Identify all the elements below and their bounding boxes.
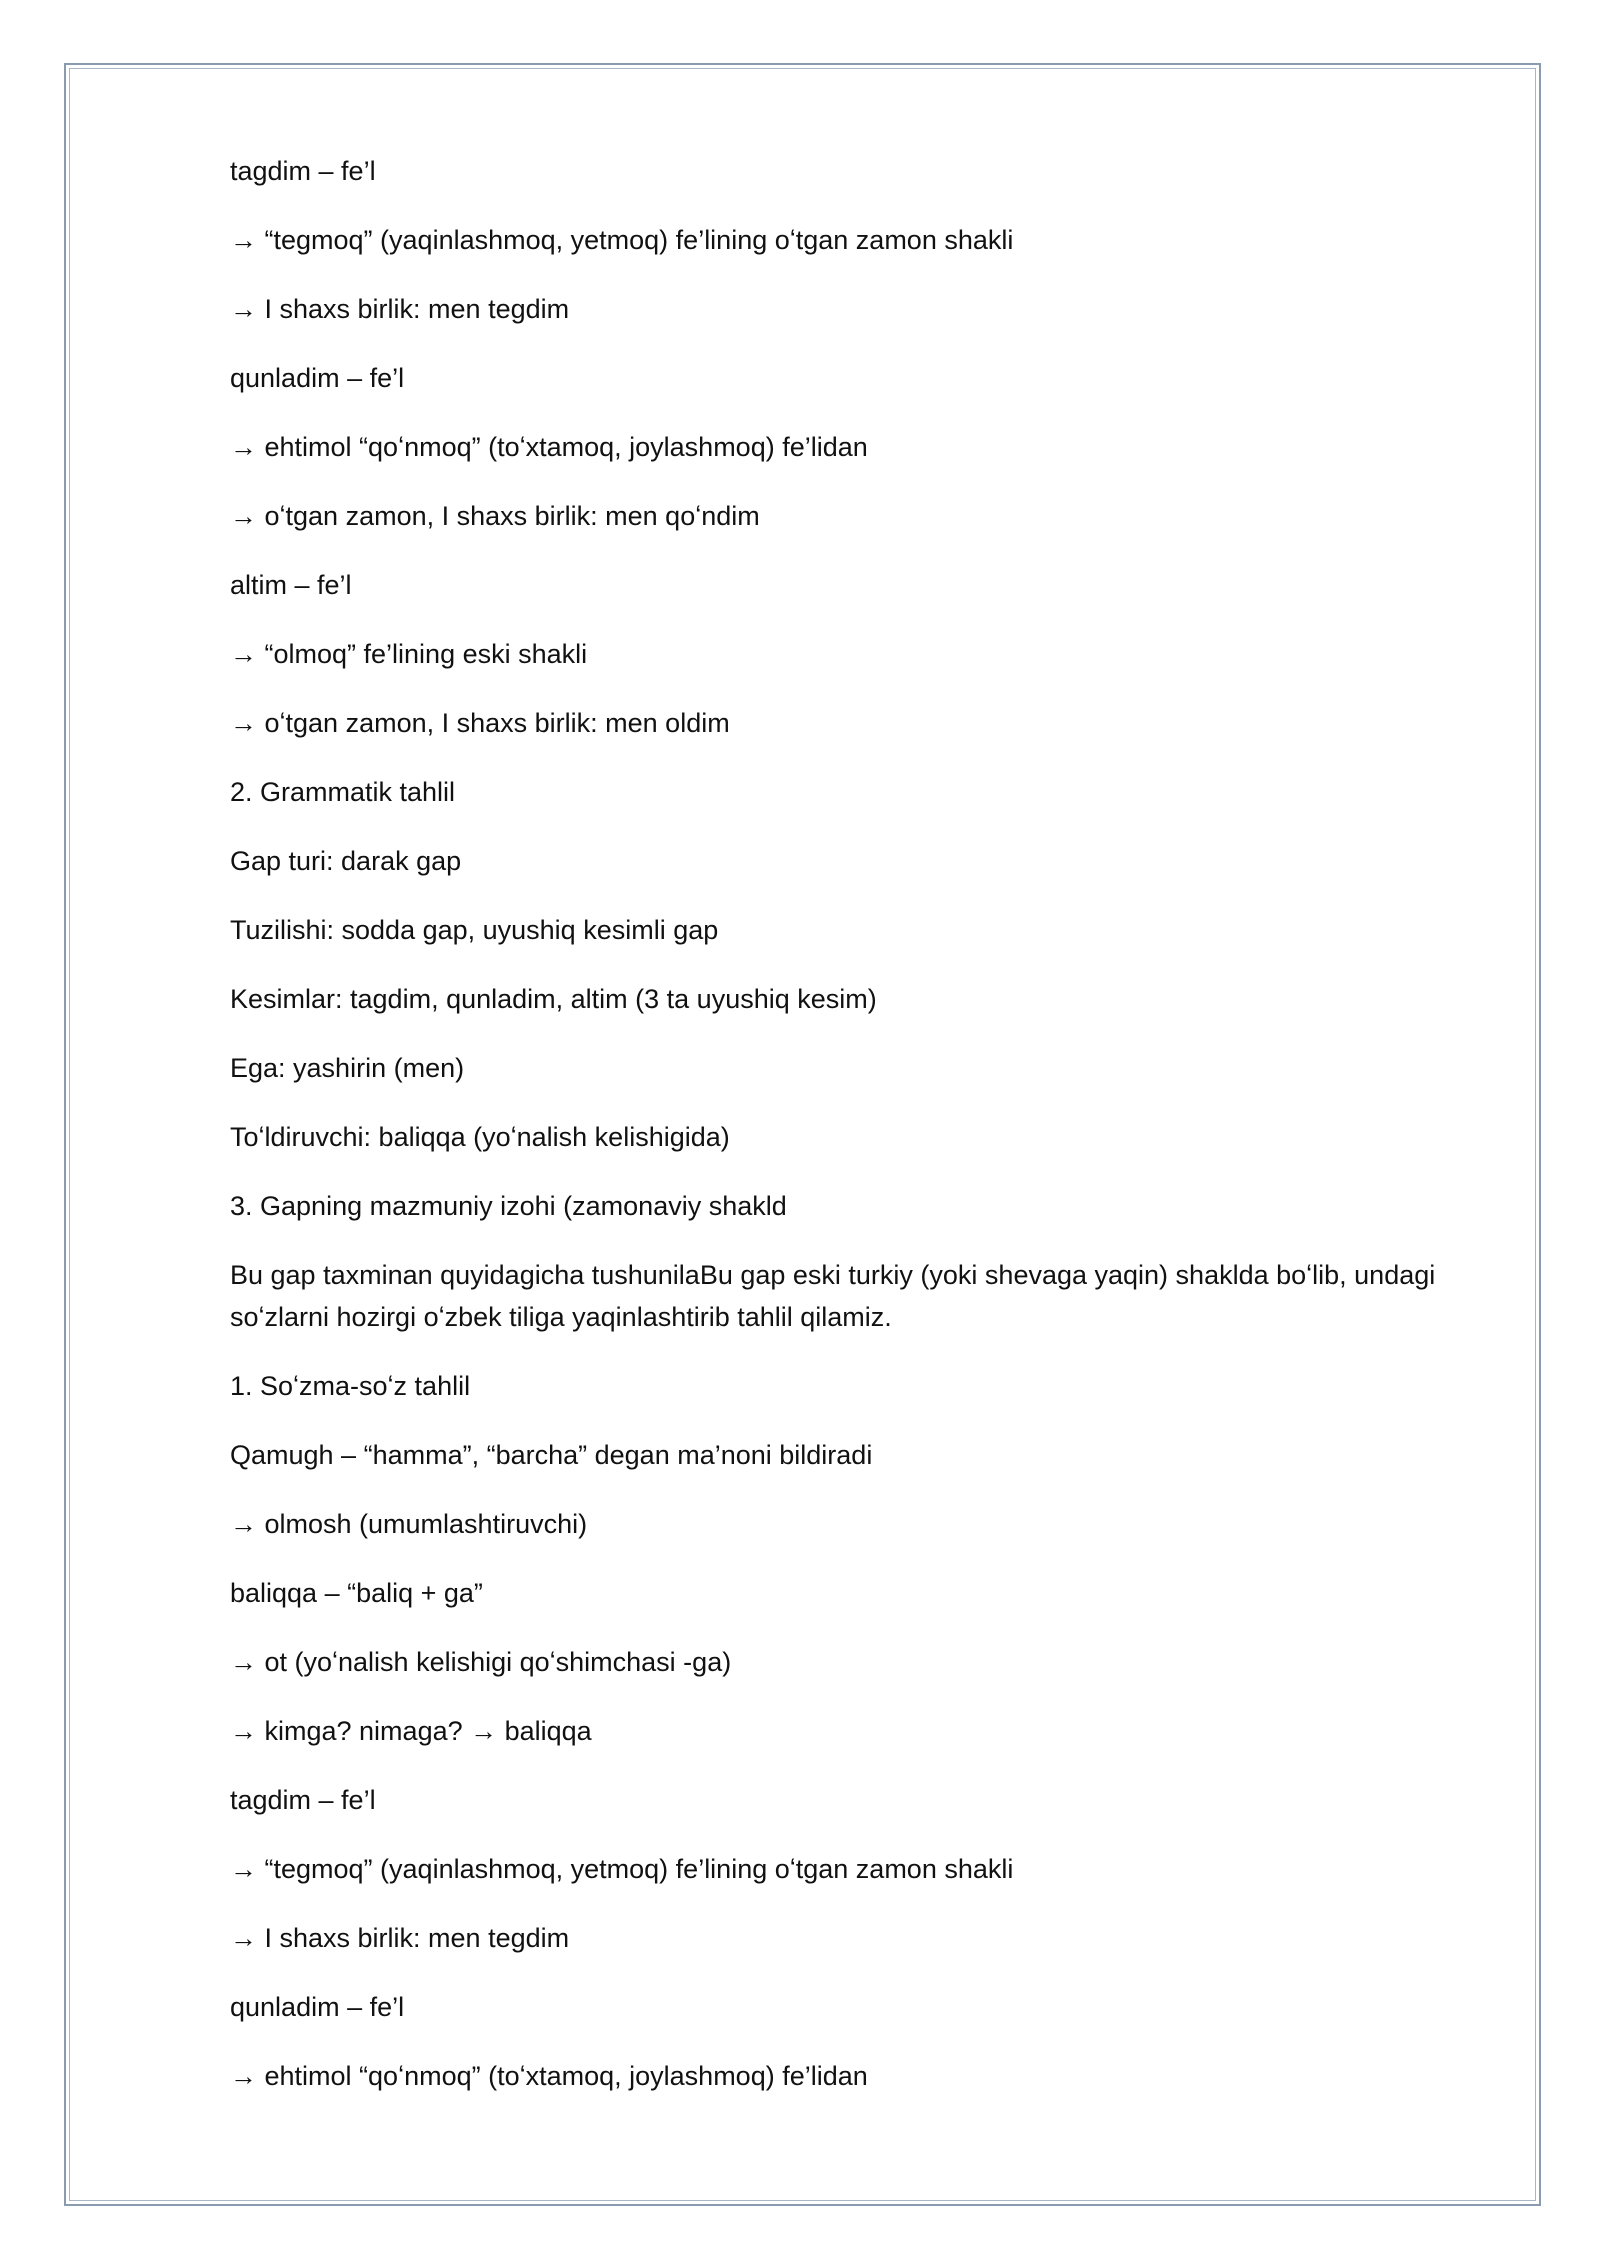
text-line: altim – fe’l	[230, 570, 352, 600]
section-heading: 2. Grammatik tahlil	[230, 777, 456, 807]
text-line: Tuzilishi: sodda gap, uyushiq kesimli gap	[230, 915, 719, 945]
text-line: → kimga? nimaga? → baliqqa	[230, 1716, 592, 1746]
text-line: Kesimlar: tagdim, qunladim, altim (3 ta uyushiq kesim)	[230, 984, 877, 1014]
text-line: qunladim – fe’l	[230, 363, 405, 393]
text-line: → ehtimol “qoʻnmoq” (toʻxtamoq, joylashmoq) fe’lidan	[230, 432, 868, 462]
text-line: Gap turi: darak gap	[230, 846, 462, 876]
text-line: baliqqa – “baliq + ga”	[230, 1578, 483, 1608]
paragraph: Bu gap taxminan quyidagicha tushunilaBu gap eski turkiy (yoki shevaga yaqin) shaklda boʻlib, undagi soʻzlarni hozirgi oʻzbek tiliga yaqinlashtirib tahlil qilamiz.	[230, 1260, 1436, 1332]
text-line: tagdim – fe’l	[230, 156, 376, 186]
text-line: → I shaxs birlik: men tegdim	[230, 1923, 570, 1953]
text-line: Ega: yashirin (men)	[230, 1053, 465, 1083]
text-line: → “tegmoq” (yaqinlashmoq, yetmoq) fe’lining oʻtgan zamon shakli	[230, 225, 1014, 255]
text-line: Qamugh – “hamma”, “barcha” degan ma’noni bildiradi	[230, 1440, 873, 1470]
text-line: tagdim – fe’l	[230, 1785, 376, 1815]
text-line: Toʻldiruvchi: baliqqa (yoʻnalish kelishigida)	[230, 1122, 730, 1152]
text-line: → oʻtgan zamon, I shaxs birlik: men oldim	[230, 708, 730, 738]
section-heading: 1. Soʻzma-soʻz tahlil	[230, 1371, 471, 1401]
text-line: → ot (yoʻnalish kelishigi qoʻshimchasi -ga)	[230, 1647, 732, 1677]
text-line: → oʻtgan zamon, I shaxs birlik: men qoʻndim	[230, 501, 760, 531]
section-heading: 3. Gapning mazmuniy izohi (zamonaviy shakld	[230, 1191, 787, 1221]
text-line: → “tegmoq” (yaqinlashmoq, yetmoq) fe’lining oʻtgan zamon shakli	[230, 1854, 1014, 1884]
text-line: → “olmoq” fe’lining eski shakli	[230, 639, 588, 669]
text-line: → ehtimol “qoʻnmoq” (toʻxtamoq, joylashmoq) fe’lidan	[230, 2061, 868, 2091]
text-line: → I shaxs birlik: men tegdim	[230, 294, 570, 324]
text-line: → olmosh (umumlashtiruvchi)	[230, 1509, 588, 1539]
document-body	[230, 150, 1450, 2124]
text-line: qunladim – fe’l	[230, 1992, 405, 2022]
